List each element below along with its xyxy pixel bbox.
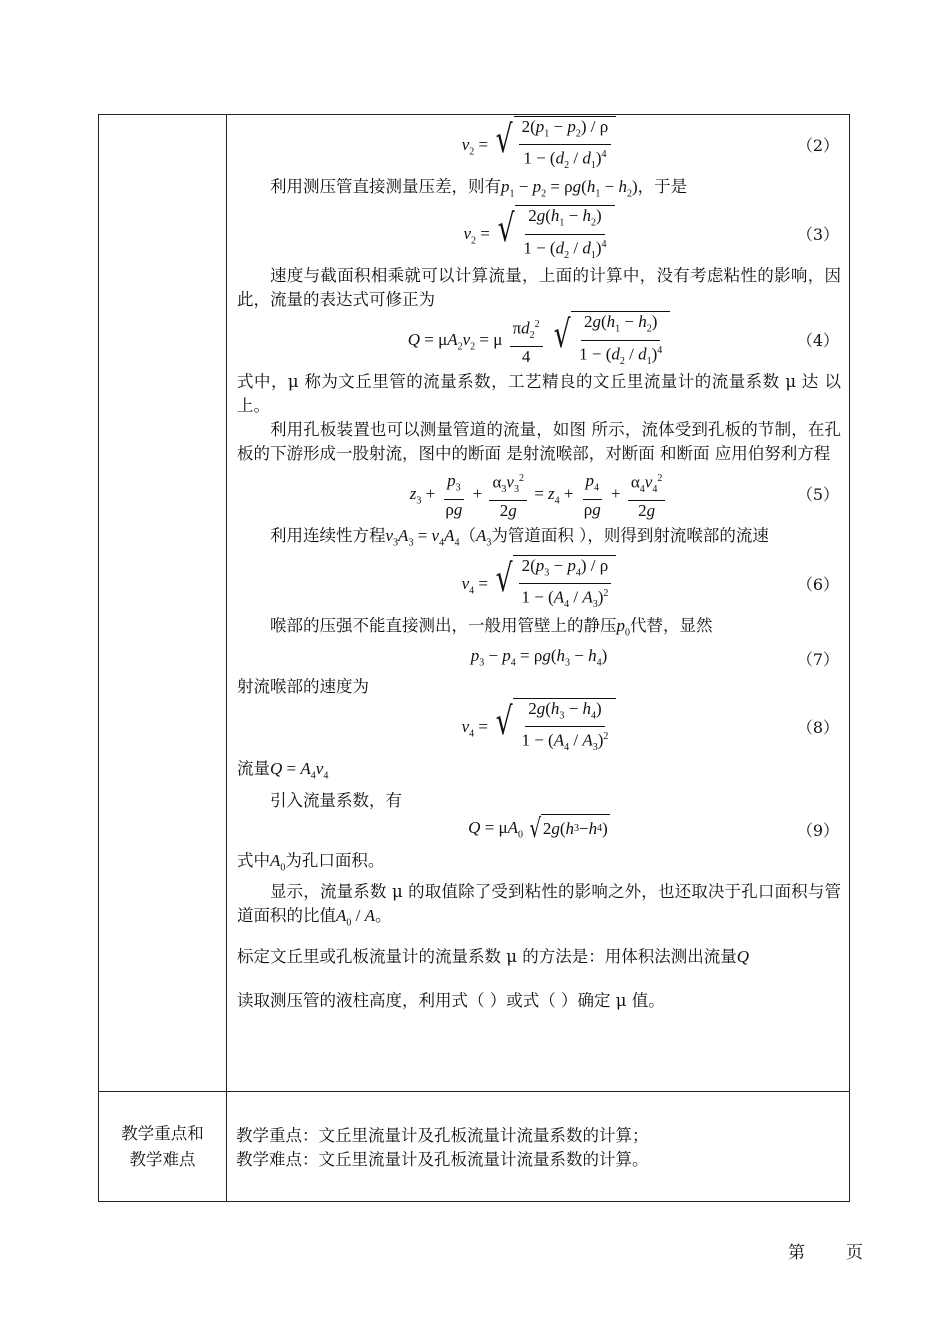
- difficult-point: 教学难点：文丘里流量计及孔板流量计流量系数的计算。: [236, 1150, 649, 1169]
- equation-3: $v_2$ = √ $\frac{2g(h_1 - h_2)}{1 - (d_2 / d_1)^4}$ （3）: [237, 206, 841, 264]
- paragraph: 式中$A_0$为孔口面积。: [237, 850, 385, 873]
- footer-right: 页: [846, 1243, 863, 1263]
- equation-number: （7）: [796, 650, 839, 670]
- equation-2: $v_2$ = √ $\frac{2(p_1 - p_2) / \rho}{1 - (d_2 / d_1)^4}$ （2）: [237, 117, 841, 175]
- footer-left: 第: [788, 1243, 805, 1263]
- equation-number: （2）: [796, 136, 839, 155]
- column-divider: [226, 115, 227, 1201]
- paragraph: 流量$Q = A_4v_4$: [237, 759, 329, 782]
- label-line: 教学难点: [129, 1150, 196, 1169]
- equation-number: （9）: [796, 820, 839, 840]
- paragraph: 喉部的压强不能直接测出，一般用管壁上的静压$p_0$代替，显然: [270, 615, 713, 639]
- equation-4: $Q = \mu A_2v_2 = \mu$ $\frac{\pi d_2^2}{4}$ √ $\frac{2g(h_1 - h_2)}{1 - (d_2 / d_1)^4}$ （4）: [237, 312, 841, 370]
- equation-number: （8）: [796, 718, 839, 738]
- content-cell: [237, 115, 841, 1091]
- paragraph: 利用测压管直接测量压差，则有$p_1 - p_2 = \rho g(h_1 - h_2)$，于是: [270, 177, 688, 200]
- equation-number: （6）: [796, 574, 839, 594]
- equation-7: $p_3 - p_4 = \rho g(h_3 - h_4)$ （7）: [237, 645, 841, 675]
- label-line: 教学重点和: [121, 1124, 204, 1143]
- equation-9: $Q = \mu A_0$ √ 2 g ( h 3 − h 4 ) （9）: [468, 813, 839, 844]
- equation-6: $v_4$ = √ $\frac{2(p_3 - p_4) / \rho}{1 - (A_4 / A_3)^2}$ （6）: [237, 556, 841, 614]
- paragraph: 射流喉部的速度为: [237, 677, 369, 697]
- paragraph: 显示，流量系数 μ 的取值除了受到粘性的影响之外，也还取决于孔口面积与管道面积的比值$A_0$ / A。: [237, 881, 841, 929]
- equation-5: $z_3$ + $\frac{p_3}{\rho g}$ + $\frac{\alpha_3v_3^2}{2g}$ = $z_4$ + $\frac{p_4}{\rho g}$ + $\frac{\alpha_4v_4^2}{2g}$ （5）: [409, 471, 839, 521]
- equation-8: $v_4$ = √ $\frac{2g(h_3 - h_4)}{1 - (A_4 / A_3)^2}$ （8）: [237, 699, 841, 757]
- paragraph: 引入流量系数，有: [270, 790, 402, 810]
- paragraph: 利用连续性方程$v_3A_3 = v_4A_4(A_3$为管道面积 ），则得到射流喉部的流速: [270, 526, 769, 549]
- key-points-cell: [236, 1124, 840, 1172]
- paragraph: 标定文丘里或孔板流量计的流量系数 μ 的方法是：用体积法测出流量Q: [237, 947, 749, 967]
- section-label: [99, 1091, 226, 1203]
- equation-number: （4）: [796, 331, 839, 351]
- equation-number: （5）: [796, 485, 839, 505]
- paragraph: 速度与截面积相乘就可以计算流量，上面的计算中，没有考虑粘性的影响，因此，流量的表达式可修正为: [237, 266, 841, 310]
- paragraph: 式中，μ 称为文丘里管的流量系数，工艺精良的文丘里流量计的流量系数 μ 达 以上。: [237, 372, 841, 416]
- equation-number: （3）: [796, 225, 839, 245]
- lesson-table: [98, 114, 850, 1202]
- paragraph: 读取测压管的液柱高度，利用式（ ）或式（ ）确定 μ 值。: [237, 991, 665, 1011]
- paragraph: 利用孔板装置也可以测量管道的流量，如图 所示，流体受到孔板的节制，在孔板的下游形成一股射流，图中的断面 是射流喉部，对断面 和断面 应用伯努利方程: [237, 420, 841, 464]
- key-point: 教学重点：文丘里流量计及孔板流量计流量系数的计算；: [236, 1126, 649, 1145]
